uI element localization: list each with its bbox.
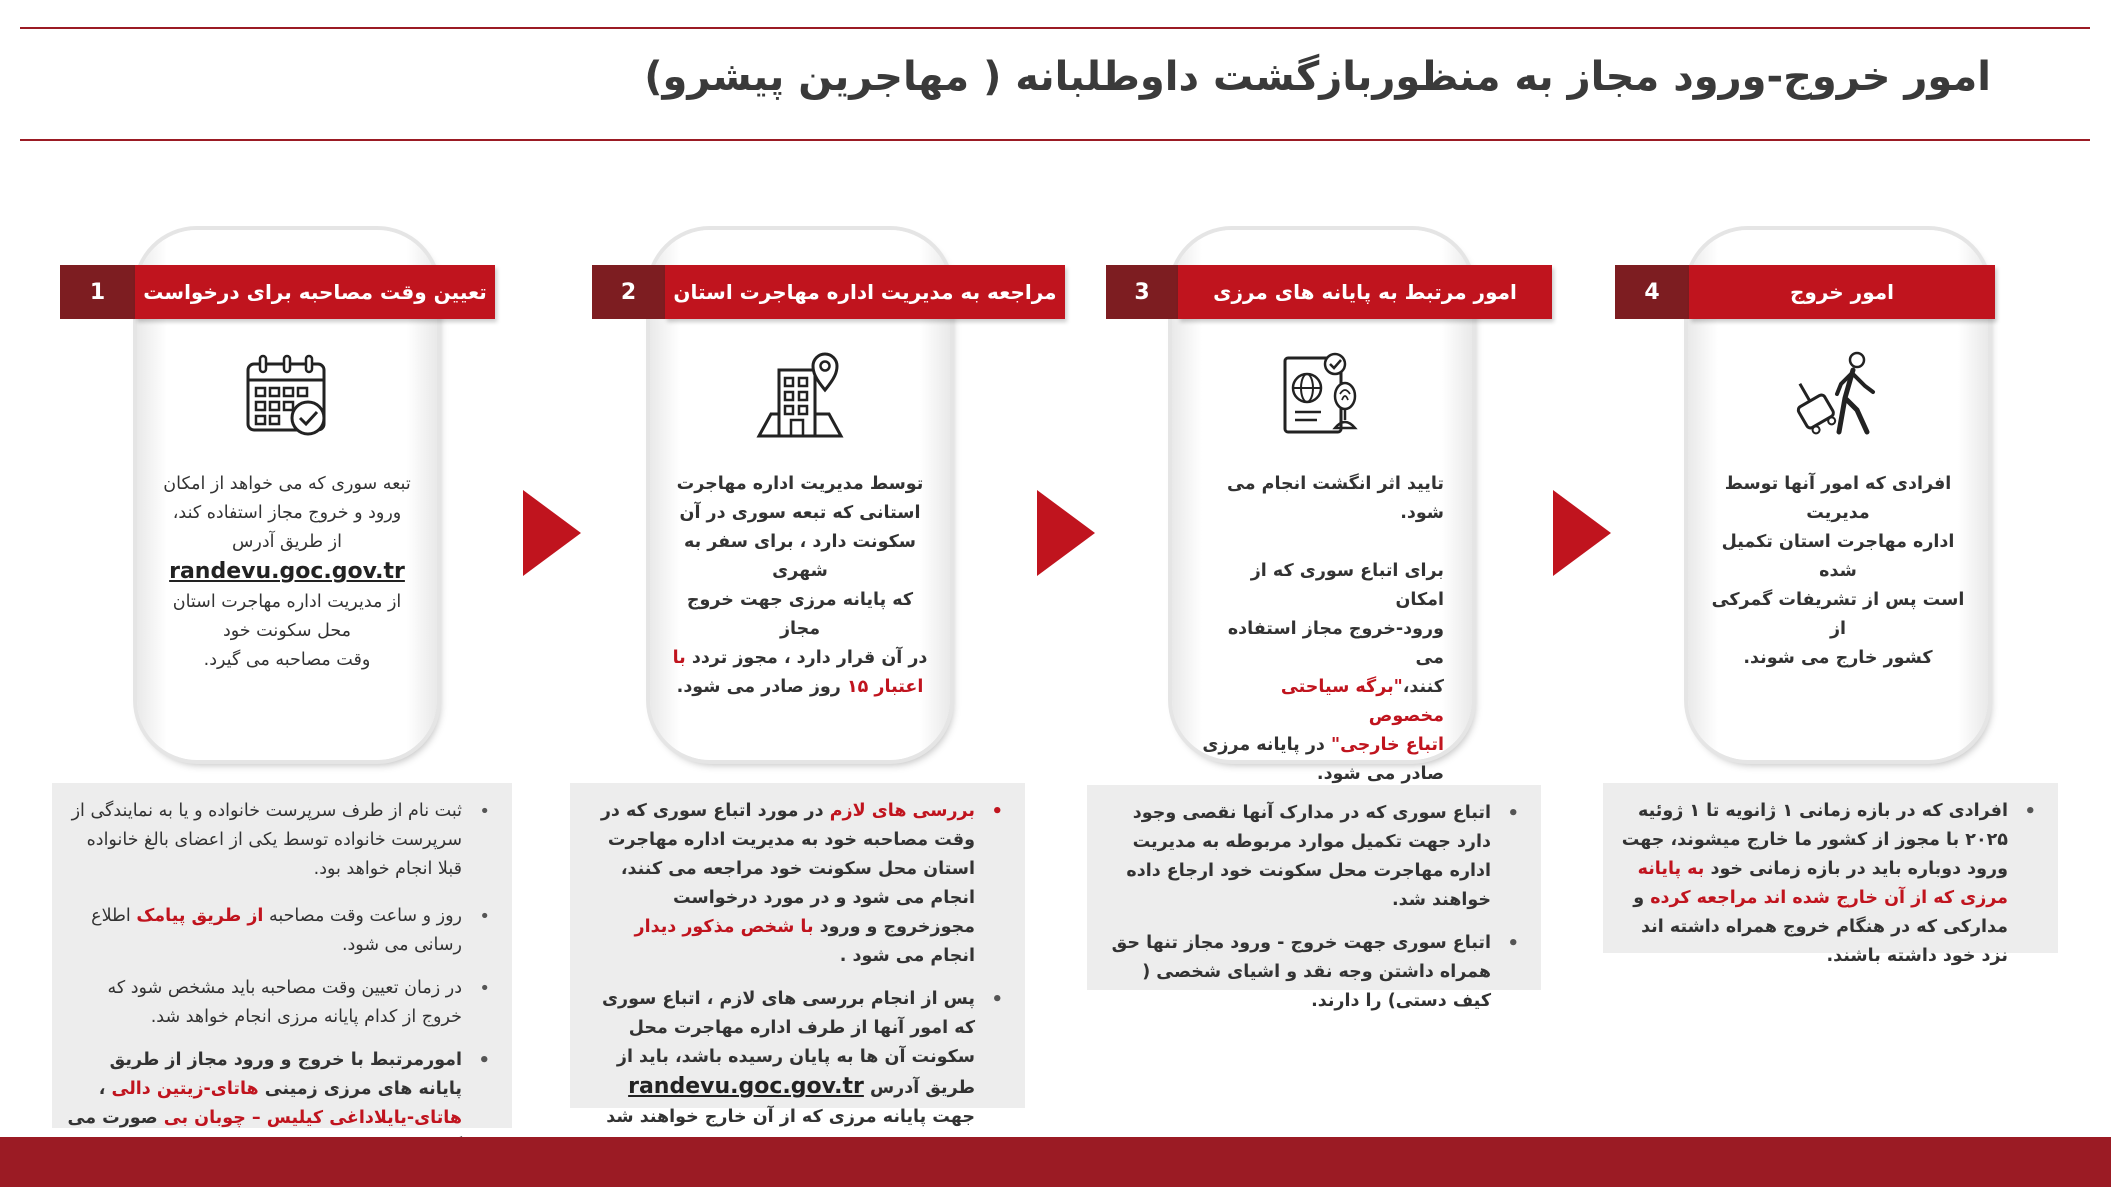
step-2-text: توسط مدیریت اداره مهاجرت استانی که تبعه سوری در آن سکونت دارد ، برای سفر به شهری که پایانه مرزی جهت خروج مجاز در آن قرار دارد ، مجوز تردد با اعتبار ۱۵ روز صادر می شود. [672,474,928,697]
footer-bar [0,1137,2111,1187]
step-4-text: افرادی که امور آنها توسط مدیریت اداره مهاجرت استان تکمیل شده است پس از تشریفات گمرکی از کشور خارج می شوند. [1711,474,1965,668]
arrow-1 [523,490,581,576]
step-3-number: 3 [1106,265,1178,319]
randevu-link[interactable]: randevu.goc.gov.tr [628,1074,864,1099]
list-item: • بررسی های لازم در مورد اتباع سوری که در وقت مصاحبه خود به مدیریت اداره مهاجرت استان محل سکونت خود مراجعه می کنند، انجام می شود و در مورد درخواست مجوزخروج و ورود با شخص مذکور دیدار انجام می شود . [584,797,1003,971]
step-4-number: 4 [1615,265,1689,319]
arrow-3 [1553,490,1611,576]
notes-panel-3 [1087,785,1541,1011]
notes-panel-4 [1603,783,2058,966]
step-1-header: تعیین وقت مصاحبه برای درخواست [135,265,495,319]
page-title: امور خروج-ورود مجاز به منظوربازگشت داوطلبانه ( مهاجرین پیشرو) [644,54,1991,100]
passport-fingerprint-icon [1277,350,1367,440]
list-item: • اتباع سوری که در مدارک آنها نقصی وجود دارد جهت تکمیل موارد مربوطه به مدیریت اداره مهاجرت محل سکونت خود ارجاع داده خواهند شد. [1101,799,1519,915]
calendar-check-icon [242,350,332,440]
step-1-number: 1 [60,265,135,319]
list-item: • پس از انجام بررسی های لازم ، اتباع سوری که امور آنها از طرف اداره مهاجرت محل سکونت آن ها به پایان رسیده باشد، باید از طریق آدرس randevu.goc.gov.tr جهت پایانه مرزی که از آن خارج خواهند شد [584,985,1003,1161]
list-item: • روز و ساعت وقت مصاحبه از طریق پیامک اطلاع رسانی می شود. [66,902,490,960]
list-item: • امورمرتبط با خروج و ورود مجاز از طریق پایانه های مرزی زمینی هاتای-زیتین دالی ، هاتای-یایلاداغی کیلیس – چوبان بی صورت می [66,1046,490,1162]
list-item: • افرادی که در بازه زمانی ۱ ژانویه تا ۱ ژوئیه ۲۰۲۵ با مجوز از کشور ما خارج میشوند، جهت ورود دوباره باید در بازه زمانی خود به پایانه مرزی که از آن خارج شده اند مراجعه کرده و مدارکی که در هنگام خروج همراه داشته اند نزد خود داشته باشند. [1617,797,2036,971]
list-item: • اتباع سوری جهت خروج - ورود مجاز تنها حق همراه داشتن وجه نقد و اشیای شخصی ( کیف دستی) را دارند. [1101,929,1519,1016]
step-4-header: امور خروج [1689,265,1995,319]
arrow-2 [1037,490,1095,576]
building-location-icon [755,350,845,440]
step-1-text: تبعه سوری که می خواهد از امکان ورود و خروج مجاز استفاده کند، از طریق آدرس randevu.goc.gov.tr از مدیریت اداره مهاجرت استان محل سکونت خود وقت مصاحبه می گیرد. [163,474,411,670]
list-item: • ثبت نام از طرف سرپرست خانواده و یا به نمایندگی از سرپرست خانواده توسط یکی از اعضای بالغ خانواده قبلا انجام خواهد بود. [66,797,490,884]
notes-panel-1 [52,783,512,1128]
step-3-header: امور مرتبط به پایانه های مرزی [1178,265,1552,319]
step-2-header: مراجعه به مدیریت اداره مهاجرت استان [665,265,1065,319]
randevu-link[interactable]: randevu.goc.gov.tr [169,559,405,584]
traveler-luggage-icon [1793,350,1883,440]
top-rule [20,27,2090,29]
list-item: • در زمان تعیین وقت مصاحبه باید مشخص شود که خروج از کدام پایانه مرزی انجام خواهد شد. [66,974,490,1032]
notes-panel-2 [570,783,1025,1127]
step-2-number: 2 [592,265,665,319]
title-underline [20,139,2090,141]
step-3-text: تایید اثر انگشت انجام می شود. برای اتباع سوری که از امکان ورود-خروج مجاز استفاده می کنند،"برگه سیاحتی مخصوص اتباع خارجی" در پایانه مرزی صادر می شود. [1202,474,1444,784]
